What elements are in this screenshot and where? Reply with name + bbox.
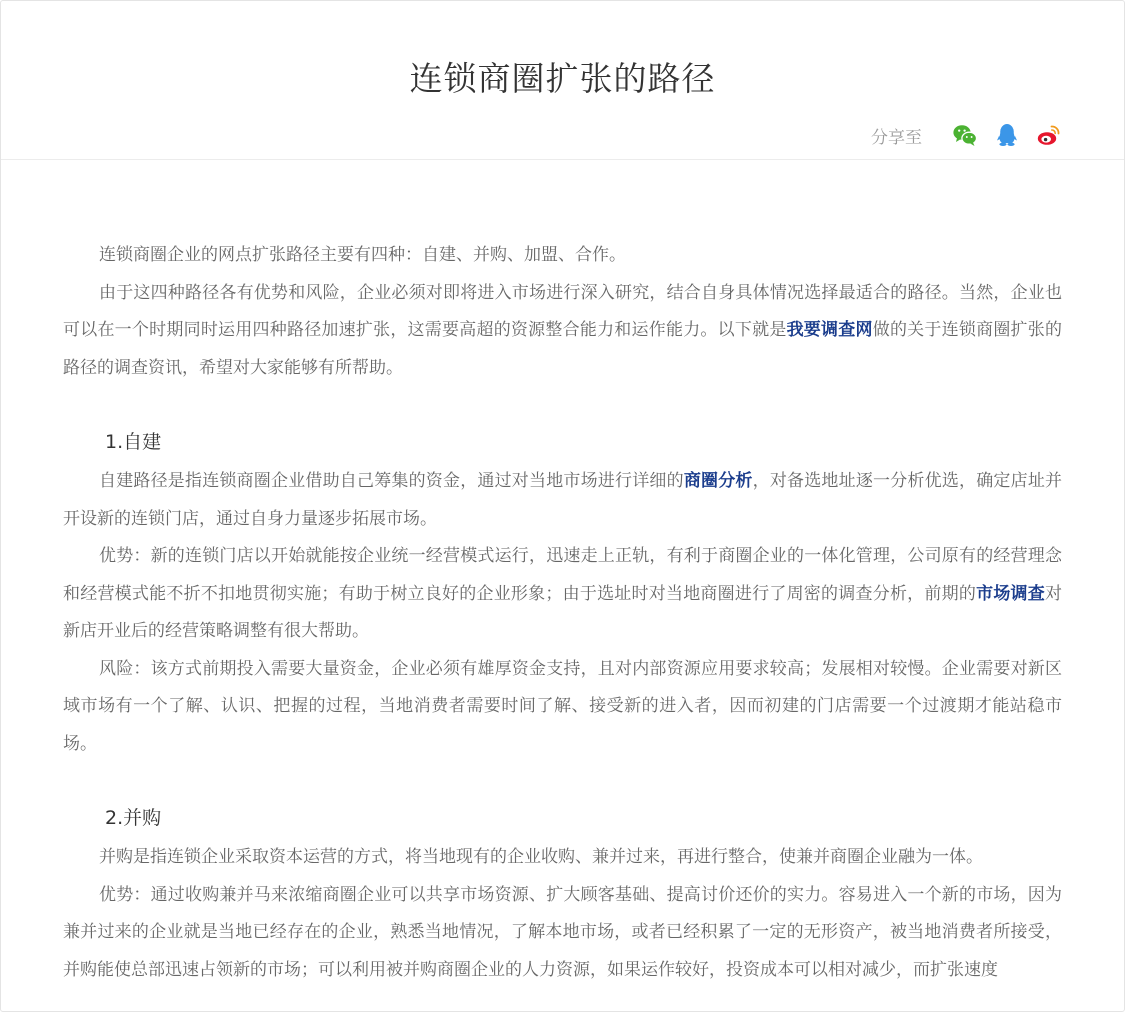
qq-icon[interactable] <box>994 122 1020 148</box>
section-heading: 1.自建 <box>105 431 162 453</box>
text-run: 做的关于连锁商圈扩张的路径的调查资讯，希望对大家能够有所帮助。 <box>63 320 1062 378</box>
paragraph <box>63 538 1062 651</box>
text-run: ，对备选地址逐一分析优选，确定店址并开设新的连锁门店，通过自身力量逐步拓展市场。 <box>63 471 1063 529</box>
weibo-icon[interactable] <box>1036 122 1062 148</box>
paragraph: 优势：通过收购兼并马来浓缩商圈企业可以共享市场资源、扩大顾客基础、提高讨价还价的实力。容易进入一个新的市场，因为兼并过来的企业就是当地已经存在的企业，熟悉当地情况，了解本地市场，或者已经积累了一定的无形资产，被当地消费者所接受，并购能使总部迅速占领新的市场；可以利用被并购商圈企业的人力资源，如果运作较好，投资成本可以相对减少，而扩张速度 <box>63 884 1062 980</box>
text-run: 自建路径是指连锁商圈企业借助自己筹集的资金，通过对当地市场进行详细的 <box>99 471 684 491</box>
paragraph: 连锁商圈企业的网点扩张路径主要有四种：自建、并购、加盟、合作。 <box>99 245 626 265</box>
text-run: 优势：新的连锁门店以开始就能按企业统一经营模式运行，迅速走上正轨，有利于商圈企业的一体化管理，公司原有的经营理念和经营模式能不折不扣地贯彻实施；有助于树立良好的企业形象；由于选址时对当地商圈进行了周密的调查分析，前期的 <box>63 546 1062 604</box>
paragraph <box>63 463 1062 538</box>
paragraph: 并购是指连锁企业采取资本运营的方式，将当地现有的企业收购、兼并过来，再进行整合，使兼并商圈企业融为一体。 <box>99 847 983 867</box>
page-title: 连锁商圈扩张的路径 <box>409 59 716 98</box>
share-label: 分享至 <box>871 127 922 148</box>
link-shichang-diaocha[interactable]: 市场调查 <box>976 583 1046 604</box>
share-bar <box>871 122 1062 148</box>
link-shangquan-fenxi[interactable]: 商圈分析 <box>683 471 753 491</box>
link-woyaodiaocha[interactable]: 我要调查网 <box>786 320 873 340</box>
article-body <box>63 237 1062 989</box>
section-heading: 2.并购 <box>105 807 162 829</box>
article-header <box>1 1 1124 160</box>
wechat-icon[interactable] <box>952 122 978 148</box>
text-run: 由于这四种路径各有优势和风险，企业必须对即将进入市场进行深入研究，结合自身具体情况选择最适合的路径。当然，企业也可以在一个时期同时运用四种路径加速扩张，这需要高超的资源整合能力和运作能力。以下就是 <box>63 282 1062 340</box>
paragraph: 风险：该方式前期投入需要大量资金，企业必须有雄厚资金支持，且对内部资源应用要求较高；发展相对较慢。企业需要对新区域市场有一个了解、认识、把握的过程，当地消费者需要时间了解、接受新的进入者，因而初建的门店需要一个过渡期才能站稳市场。 <box>63 658 1062 754</box>
text-run: 对新店开业后的经营策略调整有很大帮助。 <box>63 583 1063 641</box>
paragraph <box>63 275 1062 388</box>
